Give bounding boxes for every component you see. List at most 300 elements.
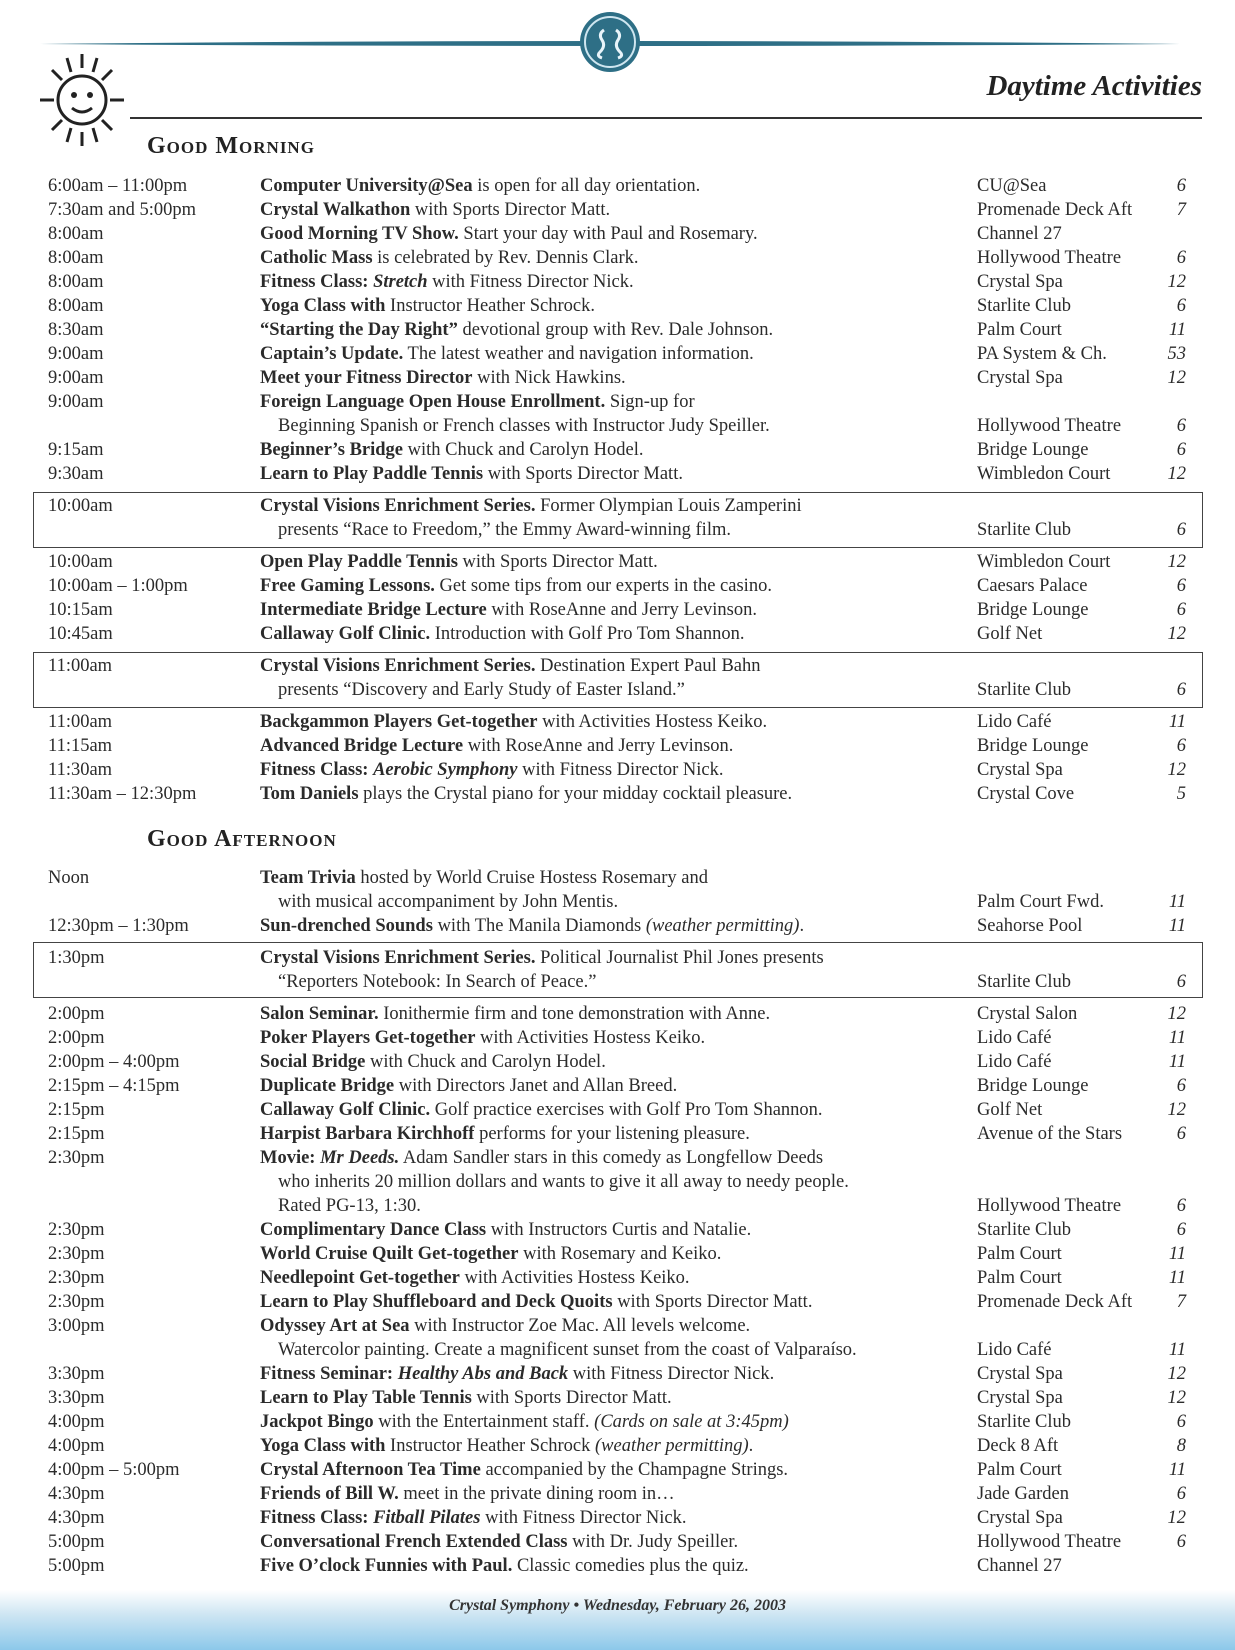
activity-description: [260, 1218, 751, 1242]
activity-details: Ionithermie firm and tone demonstration with Anne.: [378, 1004, 771, 1024]
activity-details: is celebrated by Rev. Dennis Clark.: [372, 248, 639, 268]
deck-number: 11: [1168, 712, 1186, 732]
activity-description: [260, 598, 757, 622]
activity-description: [260, 734, 733, 758]
deck-number: 6: [1176, 1484, 1186, 1504]
activity-description: [260, 222, 758, 246]
activity-time: 5:00pm: [48, 1532, 105, 1552]
activity-description: [260, 1410, 789, 1434]
deck-number: 6: [1176, 176, 1186, 196]
activity-location: Bridge Lounge: [977, 1076, 1089, 1096]
activity-time: 2:30pm: [48, 1244, 105, 1264]
activity-name: Crystal Visions Enrichment Series.: [260, 496, 536, 516]
activity-location: Crystal Spa: [977, 1388, 1063, 1408]
activity-description: [260, 198, 610, 222]
activity-description: [260, 550, 658, 574]
activity-details: with Chuck and Carolyn Hodel.: [365, 1052, 606, 1072]
activity-name: World Cruise Quilt Get-together: [260, 1244, 519, 1264]
deck-number: 6: [1176, 440, 1186, 460]
deck-number: 12: [1167, 1508, 1186, 1528]
activity-details: with the Entertainment staff. (Cards on sale at 3:45pm): [373, 1412, 789, 1432]
activity-name: Free Gaming Lessons.: [260, 576, 435, 596]
activity-time: 2:15pm: [48, 1124, 105, 1144]
deck-number: 8: [1176, 1436, 1186, 1456]
activity-time: 4:00pm – 5:00pm: [48, 1460, 180, 1480]
schedule-row: [0, 198, 1235, 222]
activity-time: 2:30pm: [48, 1268, 105, 1288]
activity-description: [260, 294, 595, 318]
activity-name: Fitness Seminar: Healthy Abs and Back: [260, 1364, 569, 1384]
deck-number: 12: [1167, 552, 1186, 572]
activity-description: [260, 318, 773, 342]
activity-details: with Rosemary and Keiko.: [518, 1244, 722, 1264]
activity-details: Watercolor painting. Create a magnificent sunset from the coast of Valparaíso.: [278, 1340, 857, 1360]
activity-description: [260, 462, 683, 486]
activity-details: Rated PG-13, 1:30.: [278, 1196, 421, 1216]
activity-location: Palm Court: [977, 1244, 1062, 1264]
activity-description: [260, 782, 792, 806]
activity-description: [260, 758, 724, 782]
activity-time: 3:30pm: [48, 1388, 105, 1408]
activity-location: Starlite Club: [977, 520, 1072, 540]
activity-details: with Fitness Director Nick.: [480, 1508, 687, 1528]
activity-time: 2:30pm: [48, 1220, 105, 1240]
activity-location: Deck 8 Aft: [977, 1436, 1059, 1456]
activity-location: Bridge Lounge: [977, 600, 1089, 620]
activity-time: 4:30pm: [48, 1484, 105, 1504]
activity-name: Odyssey Art at Sea: [260, 1316, 410, 1336]
activity-location: Crystal Spa: [977, 760, 1063, 780]
activity-name: Conversational French Extended Class: [260, 1532, 568, 1552]
deck-number: 6: [1176, 520, 1186, 540]
activity-location: Crystal Cove: [977, 784, 1075, 804]
deck-number: 11: [1168, 1340, 1186, 1360]
activity-description: [260, 574, 772, 598]
activity-name: Intermediate Bridge Lecture: [260, 600, 487, 620]
deck-number: 53: [1167, 344, 1186, 364]
schedule-row: [0, 710, 1235, 734]
schedule-row: [0, 518, 1235, 542]
activity-details: with Fitness Director Nick.: [427, 272, 634, 292]
activity-name: Advanced Bridge Lecture: [260, 736, 464, 756]
activity-details: who inherits 20 million dollars and wants to give it all away to needy people.: [278, 1172, 849, 1192]
activity-details: with Directors Janet and Allan Breed.: [394, 1076, 678, 1096]
activity-description: [260, 1002, 770, 1026]
activity-name: Catholic Mass: [260, 248, 373, 268]
schedule-row: [0, 1482, 1235, 1506]
schedule-row: [0, 970, 1235, 994]
activity-time: 9:15am: [48, 440, 104, 460]
schedule-row: [0, 1362, 1235, 1386]
schedule-row: [0, 1194, 1235, 1218]
activity-name: Good Morning TV Show.: [260, 224, 459, 244]
activity-details: with Dr. Judy Speiller.: [567, 1532, 739, 1552]
deck-number: 6: [1176, 296, 1186, 316]
deck-number: 12: [1167, 624, 1186, 644]
page-title: Daytime Activities: [986, 70, 1202, 102]
activity-time: 11:00am: [48, 712, 113, 732]
activity-time: 10:00am – 1:00pm: [48, 576, 188, 596]
activity-location: Hollywood Theatre: [977, 416, 1122, 436]
activity-description: [260, 1554, 749, 1578]
activity-description: [260, 174, 700, 198]
activity-name: Callaway Golf Clinic.: [260, 1100, 431, 1120]
schedule-row: [0, 1266, 1235, 1290]
activity-time: 7:30am and 5:00pm: [48, 200, 196, 220]
schedule-row: [0, 782, 1235, 806]
activity-details: Start your day with Paul and Rosemary.: [458, 224, 758, 244]
activity-time: 2:30pm: [48, 1148, 105, 1168]
activity-time: 2:00pm – 4:00pm: [48, 1052, 180, 1072]
activity-time: 4:00pm: [48, 1436, 105, 1456]
activity-details: Instructor Heather Schrock.: [385, 296, 596, 316]
schedule-row: [0, 914, 1235, 938]
activity-location: Crystal Spa: [977, 272, 1063, 292]
activity-name: Meet your Fitness Director: [260, 368, 473, 388]
activity-time: 4:30pm: [48, 1508, 105, 1528]
activity-description: [260, 622, 745, 646]
activity-description: [260, 1074, 677, 1098]
deck-number: 11: [1168, 1052, 1186, 1072]
activity-name: Friends of Bill W.: [260, 1484, 399, 1504]
activity-name: Captain’s Update.: [260, 344, 404, 364]
schedule-row: [0, 946, 1235, 970]
activity-details: Introduction with Golf Pro Tom Shannon.: [430, 624, 745, 644]
deck-number: 12: [1167, 760, 1186, 780]
activity-details: presents “Race to Freedom,” the Emmy Award-winning film.: [278, 520, 731, 540]
activity-name: Poker Players Get-together: [260, 1028, 476, 1048]
schedule-row: [0, 1410, 1235, 1434]
activity-location: CU@Sea: [977, 176, 1047, 196]
activity-time: 2:00pm: [48, 1004, 105, 1024]
deck-number: 7: [1176, 1292, 1186, 1312]
activity-description: [260, 342, 754, 366]
deck-number: 7: [1176, 200, 1186, 220]
activity-time: 10:15am: [48, 600, 113, 620]
activity-name: Team Trivia: [260, 868, 356, 888]
schedule-row: [0, 342, 1235, 366]
morning-heading: Good Morning: [147, 133, 315, 159]
deck-number: 12: [1167, 272, 1186, 292]
activity-location: Starlite Club: [977, 972, 1072, 992]
activity-description: [260, 946, 824, 970]
activity-details: Sign-up for: [605, 392, 695, 412]
activity-location: Palm Court: [977, 1460, 1062, 1480]
activity-description: [278, 1194, 421, 1218]
deck-number: 12: [1167, 1004, 1186, 1024]
activity-description: [260, 1122, 750, 1146]
activity-details: Classic comedies plus the quiz.: [512, 1556, 749, 1576]
activity-details: Political Journalist Phil Jones presents: [535, 948, 824, 968]
activity-name: Jackpot Bingo: [260, 1412, 374, 1432]
deck-number: 6: [1176, 416, 1186, 436]
activity-details: with Activities Hostess Keiko.: [537, 712, 768, 732]
activity-description: [260, 1026, 705, 1050]
activity-description: [278, 414, 770, 438]
activity-name: Fitness Class: Stretch: [260, 272, 428, 292]
activity-location: Hollywood Theatre: [977, 1532, 1122, 1552]
activity-description: [260, 1290, 812, 1314]
activity-name: “Starting the Day Right”: [260, 320, 458, 340]
deck-number: 11: [1168, 1028, 1186, 1048]
activity-location: PA System & Ch.: [977, 344, 1107, 364]
deck-number: 11: [1168, 916, 1186, 936]
activity-details: hosted by World Cruise Hostess Rosemary and: [355, 868, 708, 888]
deck-number: 12: [1167, 464, 1186, 484]
activity-name: Social Bridge: [260, 1052, 366, 1072]
activity-details: with Activities Hostess Keiko.: [475, 1028, 706, 1048]
activity-name: Learn to Play Table Tennis: [260, 1388, 472, 1408]
activity-time: 9:30am: [48, 464, 104, 484]
activity-time: 12:30pm – 1:30pm: [48, 916, 189, 936]
activity-time: 11:15am: [48, 736, 113, 756]
activity-name: Fitness Class: Aerobic Symphony: [260, 760, 518, 780]
deck-number: 6: [1176, 576, 1186, 596]
activity-description: [260, 1506, 687, 1530]
schedule-row: [0, 1506, 1235, 1530]
schedule-row: [0, 678, 1235, 702]
activity-time: 2:15pm: [48, 1100, 105, 1120]
activity-time: 3:30pm: [48, 1364, 105, 1384]
schedule-row: [0, 222, 1235, 246]
activity-details: Instructor Heather Schrock (weather permitting).: [385, 1436, 754, 1456]
activity-details: devotional group with Rev. Dale Johnson.: [457, 320, 774, 340]
schedule-row: [0, 1122, 1235, 1146]
activity-time: 8:00am: [48, 224, 104, 244]
schedule-row: [0, 598, 1235, 622]
schedule-row: [0, 1314, 1235, 1338]
schedule-row: [0, 1146, 1235, 1170]
schedule-row: [0, 390, 1235, 414]
schedule-row: [0, 1530, 1235, 1554]
seahorse-medallion-icon: [578, 10, 642, 74]
activity-location: Golf Net: [977, 624, 1043, 644]
schedule-row: [0, 1002, 1235, 1026]
activity-location: Lido Café: [977, 1052, 1052, 1072]
activity-name: Callaway Golf Clinic.: [260, 624, 431, 644]
activity-details: presents “Discovery and Early Study of Easter Island.”: [278, 680, 685, 700]
schedule-row: [0, 574, 1235, 598]
activity-name: Crystal Walkathon: [260, 200, 411, 220]
activity-details: with musical accompaniment by John Mentis.: [278, 892, 619, 912]
deck-number: 11: [1168, 1268, 1186, 1288]
schedule-row: [0, 1170, 1235, 1194]
activity-location: Avenue of the Stars: [977, 1124, 1123, 1144]
activity-details: accompanied by the Champagne Strings.: [480, 1460, 789, 1480]
deck-number: 11: [1168, 1460, 1186, 1480]
deck-number: 6: [1176, 736, 1186, 756]
activity-time: 2:15pm – 4:15pm: [48, 1076, 180, 1096]
activity-location: Crystal Spa: [977, 1508, 1063, 1528]
activity-details: with RoseAnne and Jerry Levinson.: [463, 736, 734, 756]
activity-description: [260, 1242, 721, 1266]
activity-time: 11:30am – 12:30pm: [48, 784, 197, 804]
schedule-row: [0, 1434, 1235, 1458]
activity-name: Sun-drenched Sounds: [260, 916, 433, 936]
activity-location: Lido Café: [977, 1340, 1052, 1360]
activity-description: [278, 1170, 849, 1194]
schedule-row: [0, 438, 1235, 462]
activity-location: Hollywood Theatre: [977, 248, 1122, 268]
activity-description: [278, 678, 685, 702]
activity-details: Former Olympian Louis Zamperini: [535, 496, 802, 516]
activity-details: performs for your listening pleasure.: [474, 1124, 750, 1144]
deck-number: 11: [1168, 892, 1186, 912]
schedule-row: [0, 414, 1235, 438]
activity-details: with RoseAnne and Jerry Levinson.: [486, 600, 757, 620]
activity-location: Promenade Deck Aft: [977, 200, 1133, 220]
activity-location: Hollywood Theatre: [977, 1196, 1122, 1216]
activity-details: with The Manila Diamonds (weather permitting).: [432, 916, 805, 936]
afternoon-heading: Good Afternoon: [147, 826, 337, 852]
activity-description: [260, 914, 804, 938]
activity-time: 3:00pm: [48, 1316, 105, 1336]
activity-name: Yoga Class with: [260, 1436, 386, 1456]
activity-description: [260, 390, 695, 414]
schedule-row: [0, 550, 1235, 574]
activity-name: Fitness Class: Fitball Pilates: [260, 1508, 481, 1528]
activity-time: 2:00pm: [48, 1028, 105, 1048]
activity-time: 9:00am: [48, 344, 104, 364]
activity-name: Foreign Language Open House Enrollment.: [260, 392, 606, 412]
activity-time: 10:45am: [48, 624, 113, 644]
activity-time: Noon: [48, 868, 90, 888]
activity-location: Palm Court Fwd.: [977, 892, 1104, 912]
activity-location: Promenade Deck Aft: [977, 1292, 1133, 1312]
activity-name: Learn to Play Shuffleboard and Deck Quoits: [260, 1292, 613, 1312]
activity-name: Computer University@Sea: [260, 176, 473, 196]
activity-name: Beginner’s Bridge: [260, 440, 404, 460]
activity-description: [260, 1458, 788, 1482]
activity-details: is open for all day orientation.: [472, 176, 701, 196]
activity-details: Adam Sandler stars in this comedy as Longfellow Deeds: [399, 1148, 824, 1168]
activity-description: [260, 1314, 750, 1338]
activity-details: with Chuck and Carolyn Hodel.: [403, 440, 644, 460]
activity-description: [278, 970, 596, 994]
activity-description: [260, 1050, 606, 1074]
activity-details: Beginning Spanish or French classes with Instructor Judy Speiller.: [278, 416, 770, 436]
activity-time: 10:00am: [48, 496, 113, 516]
activity-time: 8:00am: [48, 296, 104, 316]
schedule-row: [0, 1050, 1235, 1074]
deck-number: 12: [1167, 1100, 1186, 1120]
activity-time: 4:00pm: [48, 1412, 105, 1432]
activity-time: 8:00am: [48, 272, 104, 292]
schedule-row: [0, 654, 1235, 678]
schedule-row: [0, 622, 1235, 646]
activity-details: with Instructors Curtis and Natalie.: [486, 1220, 752, 1240]
activity-name: Open Play Paddle Tennis: [260, 552, 458, 572]
schedule-row: [0, 270, 1235, 294]
activity-location: Crystal Salon: [977, 1004, 1078, 1024]
schedule-row: [0, 734, 1235, 758]
activity-location: Bridge Lounge: [977, 736, 1089, 756]
activity-description: [278, 890, 618, 914]
deck-number: 6: [1176, 1532, 1186, 1552]
schedule-row: [0, 1026, 1235, 1050]
activity-details: meet in the private dining room in…: [398, 1484, 675, 1504]
activity-time: 8:30am: [48, 320, 104, 340]
schedule-row: [0, 1074, 1235, 1098]
schedule-row: [0, 494, 1235, 518]
activity-location: Starlite Club: [977, 1220, 1072, 1240]
activity-details: Golf practice exercises with Golf Pro Tom Shannon.: [430, 1100, 823, 1120]
activity-time: 1:30pm: [48, 948, 105, 968]
activity-time: 11:00am: [48, 656, 113, 676]
activity-time: 9:00am: [48, 392, 104, 412]
deck-number: 12: [1167, 1364, 1186, 1384]
activity-name: Backgammon Players Get-together: [260, 712, 538, 732]
deck-number: 12: [1167, 368, 1186, 388]
activity-details: The latest weather and navigation information.: [403, 344, 754, 364]
activity-location: Crystal Spa: [977, 368, 1063, 388]
activity-description: [260, 1362, 774, 1386]
deck-number: 11: [1168, 320, 1186, 340]
schedule-row: [0, 1218, 1235, 1242]
activity-description: [260, 1098, 823, 1122]
activity-name: Crystal Visions Enrichment Series.: [260, 948, 536, 968]
deck-number: 6: [1176, 248, 1186, 268]
deck-number: 6: [1176, 972, 1186, 992]
activity-description: [260, 1482, 675, 1506]
activity-time: 9:00am: [48, 368, 104, 388]
activity-time: 8:00am: [48, 248, 104, 268]
activity-location: Palm Court: [977, 1268, 1062, 1288]
deck-number: 6: [1176, 1076, 1186, 1096]
activity-location: Bridge Lounge: [977, 440, 1089, 460]
activity-location: Starlite Club: [977, 680, 1072, 700]
activity-name: Duplicate Bridge: [260, 1076, 395, 1096]
activity-description: [260, 246, 639, 270]
activity-location: Starlite Club: [977, 1412, 1072, 1432]
activity-time: 6:00am – 11:00pm: [48, 176, 188, 196]
activity-description: [260, 866, 708, 890]
activity-location: Crystal Spa: [977, 1364, 1063, 1384]
activity-location: Lido Café: [977, 712, 1052, 732]
activity-details: with Fitness Director Nick.: [568, 1364, 775, 1384]
schedule-row: [0, 1554, 1235, 1578]
schedule-row: [0, 866, 1235, 890]
schedule-row: [0, 758, 1235, 782]
activity-details: plays the Crystal piano for your midday cocktail pleasure.: [358, 784, 793, 804]
activity-time: 5:00pm: [48, 1556, 105, 1576]
schedule-row: [0, 1098, 1235, 1122]
activity-location: Caesars Palace: [977, 576, 1088, 596]
activity-description: [260, 1530, 738, 1554]
schedule-row: [0, 246, 1235, 270]
deck-number: 6: [1176, 1412, 1186, 1432]
activity-details: with Nick Hawkins.: [472, 368, 626, 388]
schedule-row: [0, 1290, 1235, 1314]
schedule-row: [0, 366, 1235, 390]
activity-time: 11:30am: [48, 760, 113, 780]
activity-name: Learn to Play Paddle Tennis: [260, 464, 484, 484]
activity-name: Crystal Afternoon Tea Time: [260, 1460, 481, 1480]
activity-location: Palm Court: [977, 320, 1062, 340]
activity-description: [260, 1266, 690, 1290]
activity-name: Five O’clock Funnies with Paul.: [260, 1556, 513, 1576]
activity-details: Get some tips from our experts in the casino.: [434, 576, 772, 596]
activity-details: with Sports Director Matt.: [483, 464, 683, 484]
deck-number: 6: [1176, 600, 1186, 620]
activity-description: [278, 1338, 857, 1362]
activity-description: [260, 1434, 753, 1458]
activity-description: [260, 366, 626, 390]
activity-details: with Sports Director Matt.: [410, 200, 611, 220]
title-rule: [130, 117, 1202, 119]
schedule-row: [0, 174, 1235, 198]
activity-name: Complimentary Dance Class: [260, 1220, 487, 1240]
